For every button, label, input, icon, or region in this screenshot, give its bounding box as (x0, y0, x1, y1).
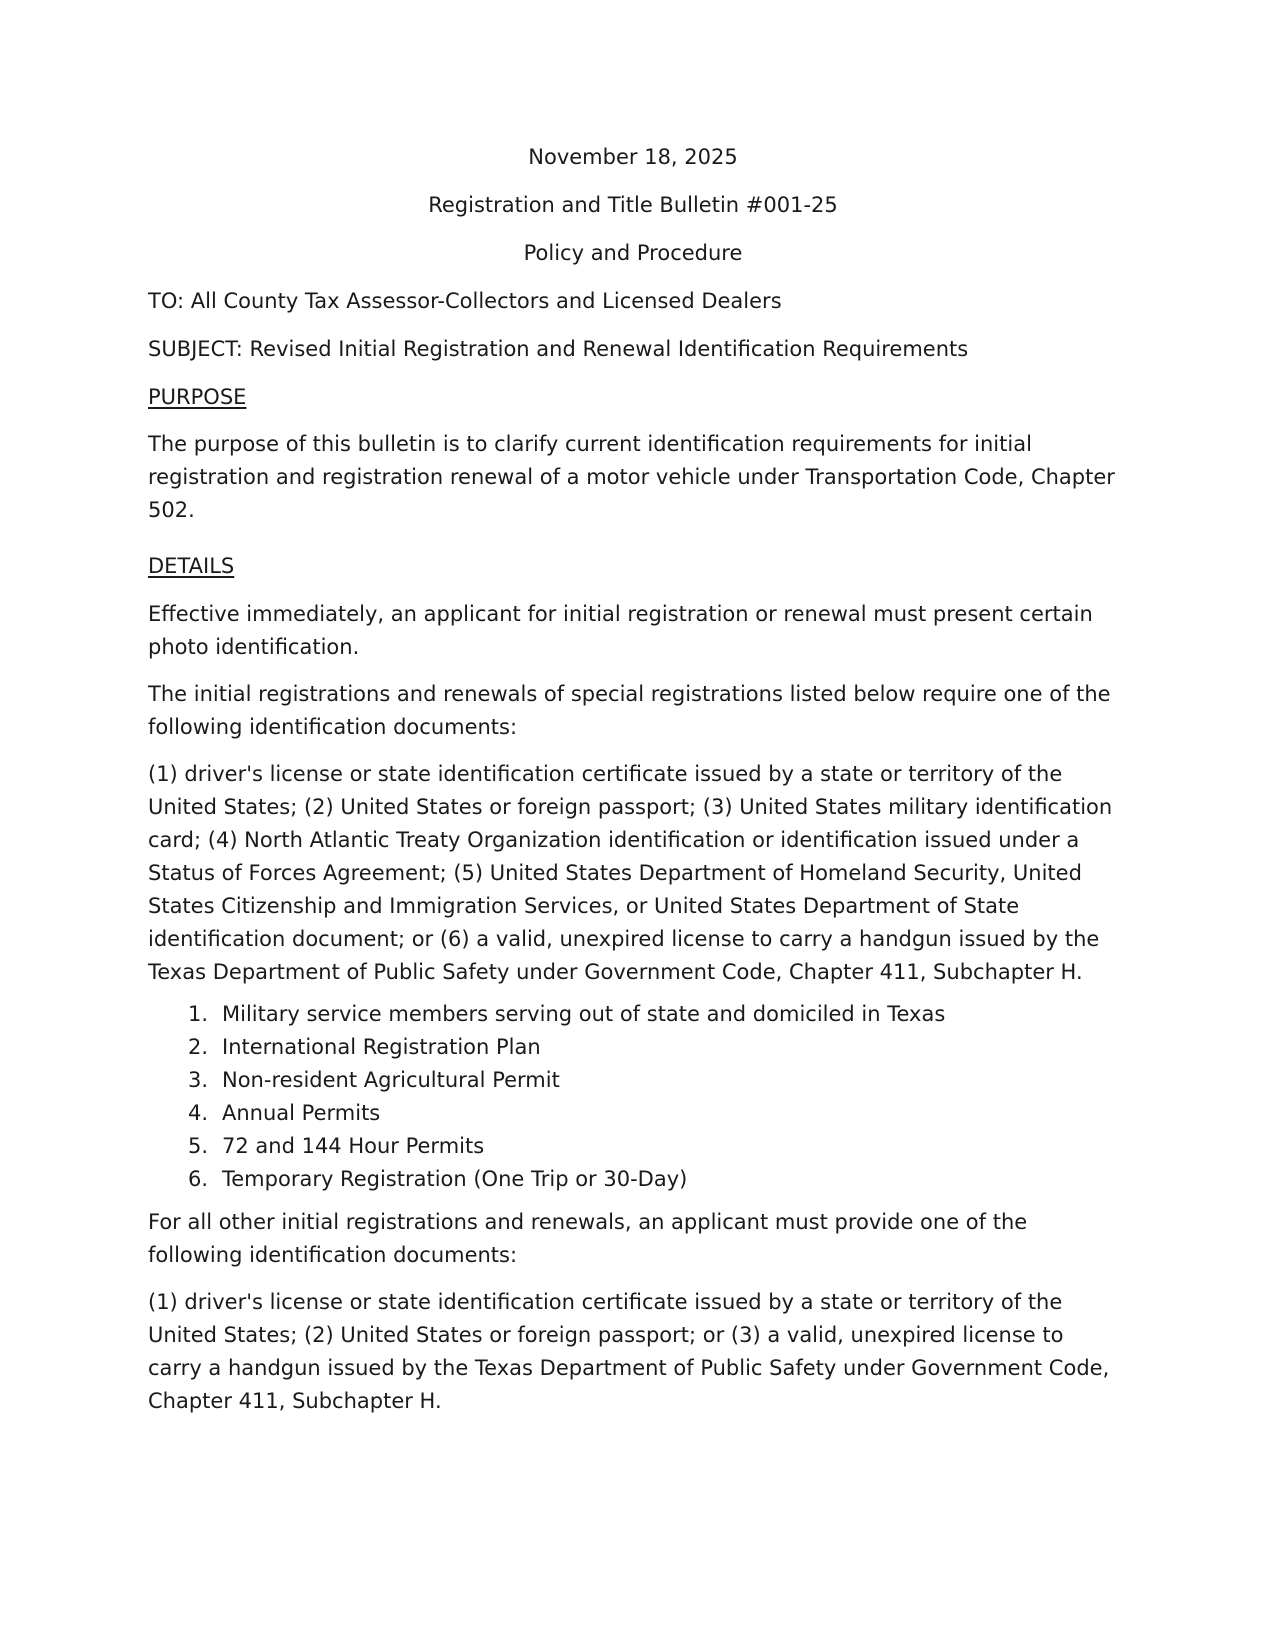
list-item: 4. Annual Permits (187, 1101, 381, 1125)
details-paragraph-2: The initial registrations and renewals of special registrations listed below require one of the following identification documents: (148, 682, 1111, 739)
bulletin-title: Registration and Title Bulletin #001-25 (428, 193, 838, 217)
purpose-paragraph: The purpose of this bulletin is to clarify current identification requirements for initial registration and registration renewal of a motor vehicle under Transportation Code, Chapter 502. (148, 432, 1115, 522)
bulletin-date: November 18, 2025 (528, 145, 738, 169)
memo-to: TO: All County Tax Assessor-Collectors and Licensed Dealers (148, 289, 782, 313)
list-item: 2. International Registration Plan (187, 1035, 541, 1059)
details-paragraph-4: For all other initial registrations and renewals, an applicant must provide one of the following identification documents: (148, 1210, 1028, 1267)
details-paragraph-3: (1) driver's license or state identification certificate issued by a state or territory of the United States; (2) United States or foreign passport; (3) United States military identification card; (4) North Atlantic Treaty Organization identification or identification issued under a Status of Forces Agreement; (5) United States Department of Homeland Security, United States Citizenship and Immigration Services, or United States Department of State identification document; or (6) a valid, unexpired license to carry a handgun issued by the Texas Department of Public Safety under Government Code, Chapter 411, Subchapter H. (148, 762, 1113, 984)
list-item: 3. Non-resident Agricultural Permit (187, 1068, 560, 1092)
special-registrations-list (148, 998, 1118, 1196)
purpose-heading: PURPOSE (148, 385, 247, 409)
details-paragraph-1: Effective immediately, an applicant for initial registration or renewal must present certain photo identification. (148, 602, 1093, 659)
bulletin-category: Policy and Procedure (523, 241, 743, 265)
details-paragraph-5: (1) driver's license or state identification certificate issued by a state or territory of the United States; (2) United States or foreign passport; or (3) a valid, unexpired license to carry a handgun issued by the Texas Department of Public Safety under Government Code, Chapter 411, Subchapter H. (148, 1290, 1110, 1413)
list-item: 1. Military service members serving out of state and domiciled in Texas (187, 1002, 946, 1026)
list-item: 6. Temporary Registration (One Trip or 30-Day) (187, 1167, 688, 1191)
list-item: 5. 72 and 144 Hour Permits (187, 1134, 485, 1158)
memo-subject: SUBJECT: Revised Initial Registration and Renewal Identification Requirements (148, 337, 969, 361)
details-heading: DETAILS (148, 554, 235, 578)
